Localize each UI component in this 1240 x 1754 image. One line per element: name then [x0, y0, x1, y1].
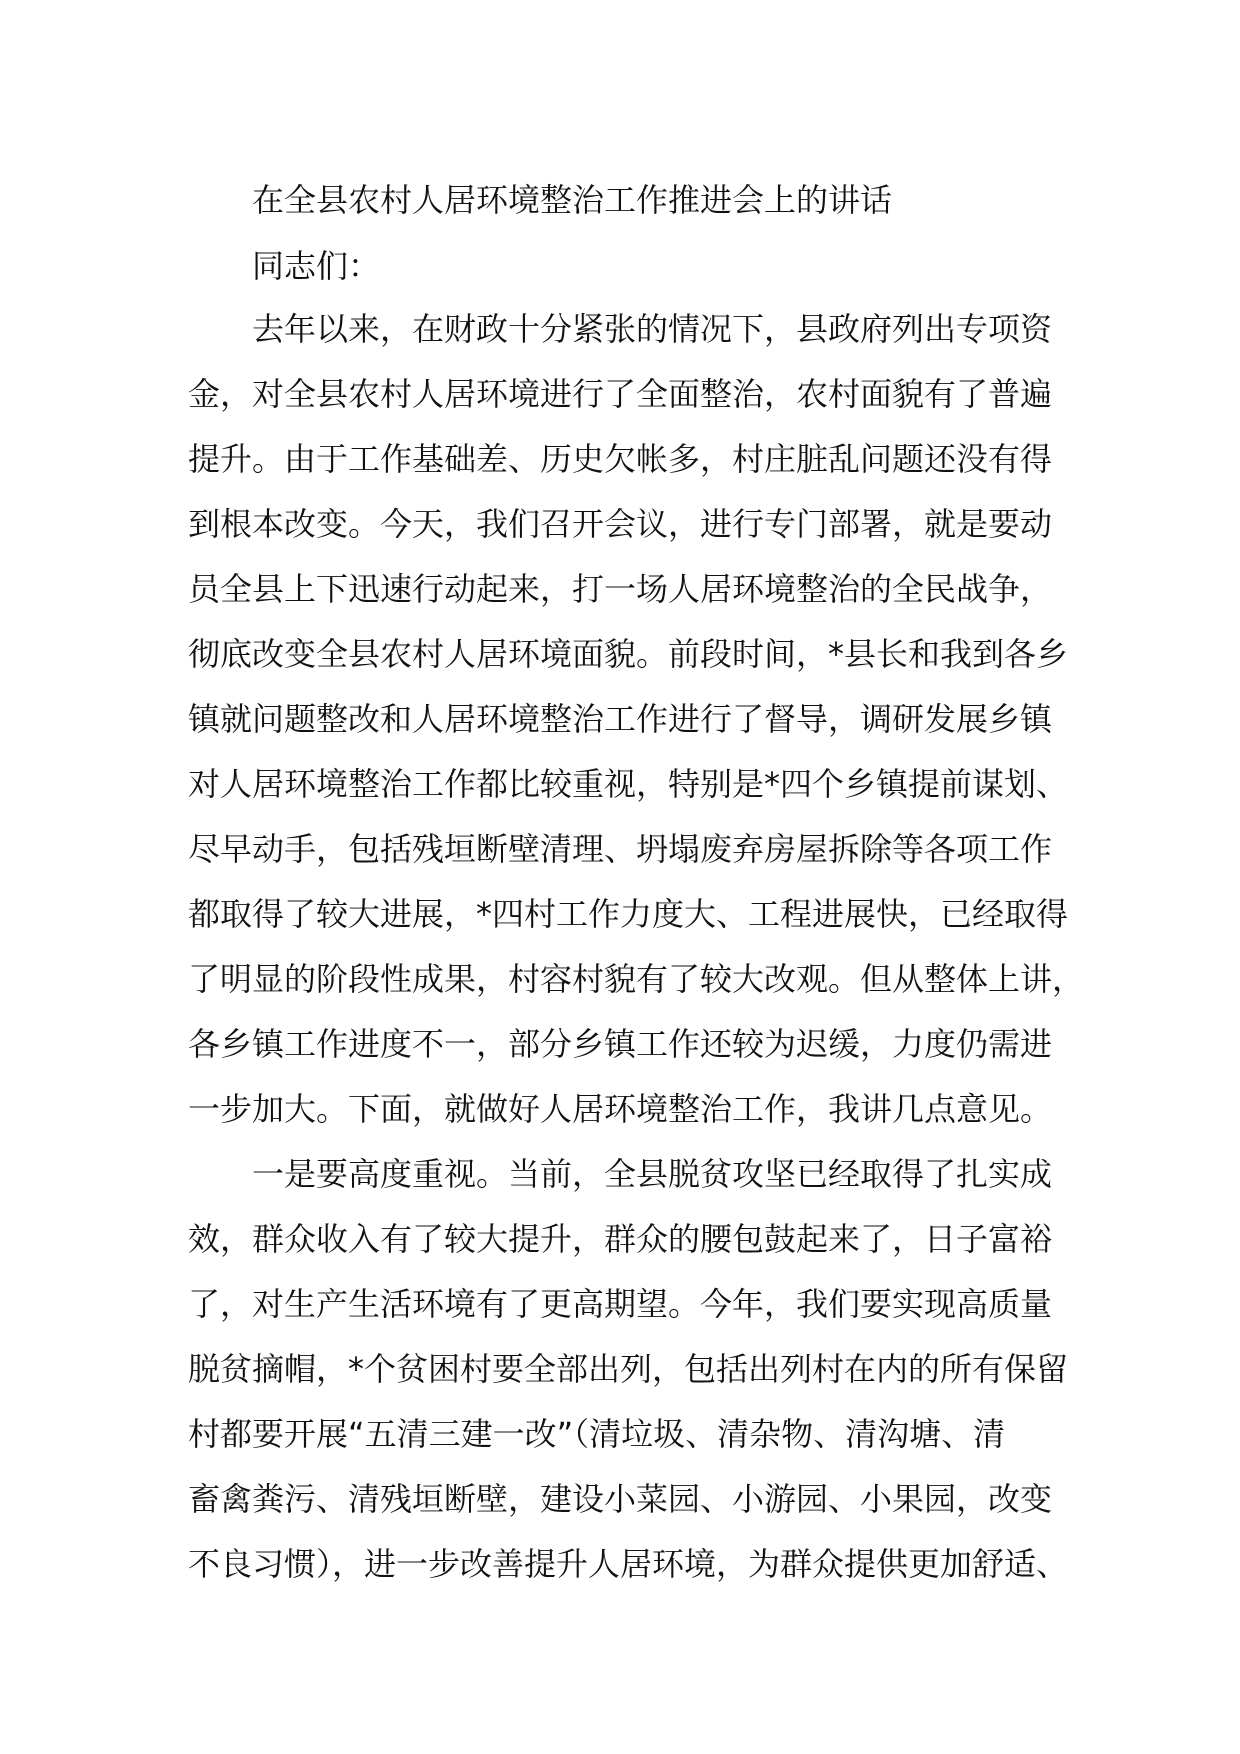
paragraph-line: 到根本改变。今天，我们召开会议，进行专门部署，就是要动: [188, 505, 1053, 543]
salutation: 同志们：: [252, 247, 381, 285]
paragraph-line: 一是要高度重视。当前，全县脱贫攻坚已经取得了扎实成: [252, 1155, 1053, 1193]
paragraph-line: 尽早动手，包括残垣断壁清理、坍塌废弃房屋拆除等各项工作: [188, 830, 1053, 868]
paragraph-line: 镇就问题整改和人居环境整治工作进行了督导，调研发展乡镇: [188, 700, 1053, 738]
paragraph-intro: [188, 297, 1085, 1142]
paragraph-point-one: [188, 1142, 1068, 1597]
paragraph-line: 彻底改变全县农村人居环境面貌。前段时间，*县长和我到各乡: [188, 635, 1069, 673]
paragraph-line: 对人居环境整治工作都比较重视，特别是*四个乡镇提前谋划、: [188, 765, 1069, 803]
paragraph-line: 员全县上下迅速行动起来，打一场人居环境整治的全民战争，: [188, 570, 1053, 608]
paragraph-line: 了，对生产生活环境有了更高期望。今年，我们要实现高质量: [188, 1285, 1053, 1323]
paragraph-line: 金，对全县农村人居环境进行了全面整治，农村面貌有了普遍: [188, 375, 1053, 413]
document-body: [188, 165, 1085, 1597]
paragraph-line: 去年以来，在财政十分紧张的情况下，县政府列出专项资: [252, 310, 1053, 348]
paragraph-line: 各乡镇工作进度不一，部分乡镇工作还较为迟缓，力度仍需进: [188, 1025, 1053, 1063]
speech-title: 在全县农村人居环境整治工作推进会上的讲话: [252, 181, 893, 219]
paragraph-line: 了明显的阶段性成果，村容村貌有了较大改观。但从整体上讲，: [188, 960, 1085, 998]
paragraph-line: 一步加大。下面，就做好人居环境整治工作，我讲几点意见。: [188, 1090, 1053, 1128]
paragraph-line: 畜禽粪污、清残垣断壁，建设小菜园、小游园、小果园，改变: [188, 1480, 1053, 1518]
paragraph-line: 不良习惯），进一步改善提升人居环境，为群众提供更加舒适、: [188, 1545, 1069, 1583]
paragraph-line: 提升。由于工作基础差、历史欠帐多，村庄脏乱问题还没有得: [188, 440, 1053, 478]
paragraph-line: 村都要开展“五清三建一改”（清垃圾、清杂物、清沟塘、清: [188, 1415, 1006, 1453]
paragraph-line: 脱贫摘帽，*个贫困村要全部出列，包括出列村在内的所有保留: [188, 1350, 1069, 1388]
paragraph-line: 效，群众收入有了较大提升，群众的腰包鼓起来了，日子富裕: [188, 1220, 1053, 1258]
paragraph-line: 都取得了较大进展，*四村工作力度大、工程进展快，已经取得: [188, 895, 1069, 933]
